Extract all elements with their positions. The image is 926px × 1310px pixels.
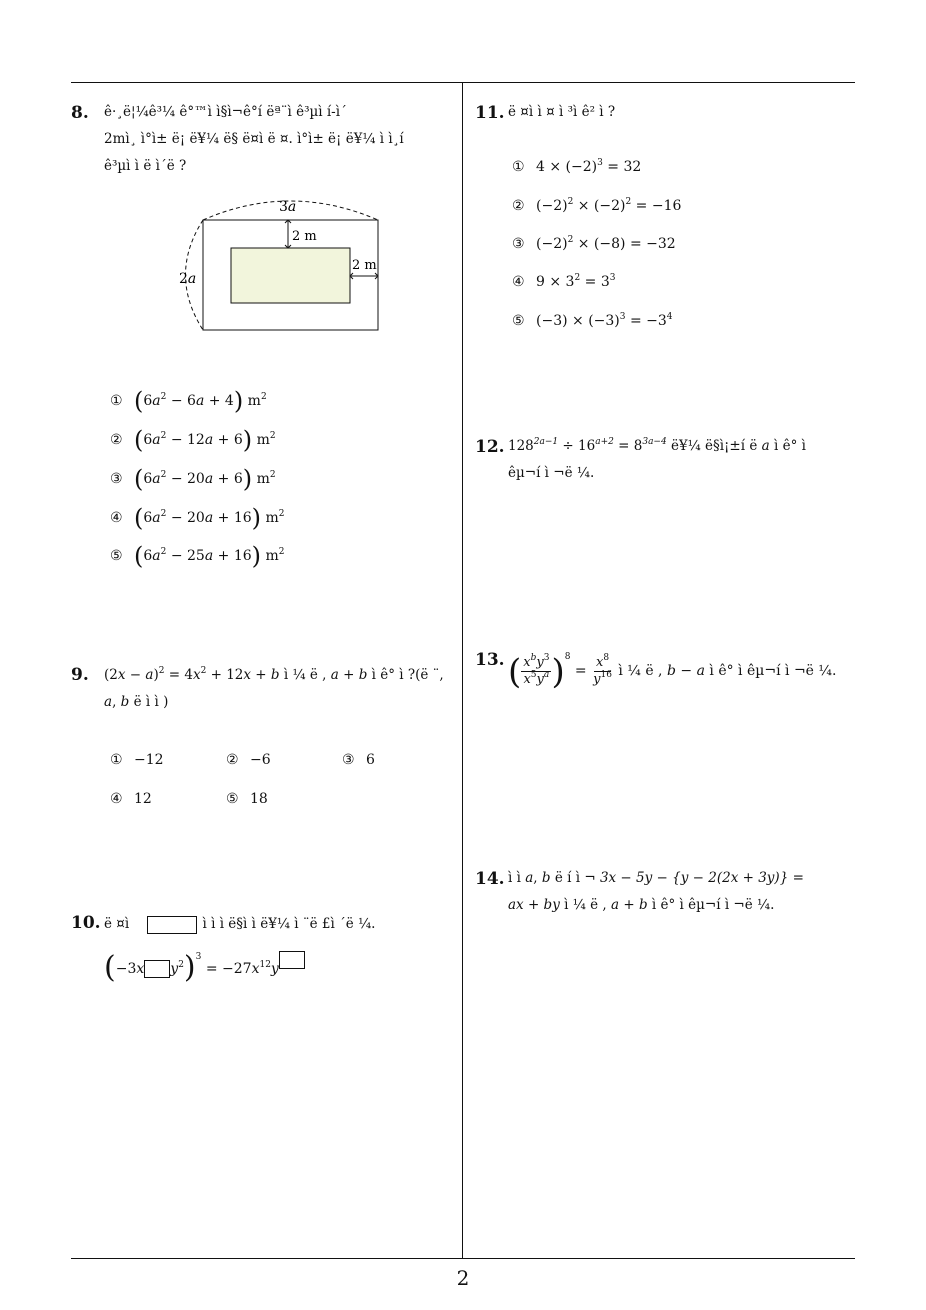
column-divider [462,82,463,1259]
q12-text [508,433,853,487]
q10-answer-box[interactable] [147,916,197,934]
q8-text [104,99,454,180]
q9-line-2: a, b ë ì ì ) [104,694,169,710]
q9-line-1: $(2x - a)^2 = 4x^2 + 12x + b$ ì ¼ ë , a + b ì ê° ì ?(ë ¨, [104,666,444,683]
q11-option-3[interactable]: ③ $(-2)^2 \times (-8) = -32$ [512,235,676,252]
q14-text [508,865,858,919]
q8-option-3[interactable]: ③ $(6a^2 - 20a + 6)$ $m^2$ [110,465,276,493]
top-rule [71,82,855,83]
q10-number: 10. [71,913,101,933]
q8-number: 8. [71,103,89,123]
q14-line-2: ax + by ì ¼ ë , a + b ì ê° ì êµ¬í ì ¬ë ¼. [508,897,775,913]
q14-line-1: ì ì a, b ë í ì ¬ 3x − 5y − {y − 2(2x + 3y)} = [508,870,804,886]
q10-blank-y-exponent[interactable] [279,951,305,969]
q9-option-3[interactable]: ③ 6 [342,752,375,768]
q13-equation: ( $\frac{x^by^3}{x^5y^a}$ )$^8$ = $\frac{x^8}{y^{16}}$ ì ¼ ë , b − a ì ê° ì êµ¬í ì ¬ë ¼. [508,652,837,692]
q9-option-2[interactable]: ② −6 [226,752,271,768]
q11-option-2[interactable]: ② $(-2)^2 \times (-2)^2 = -16$ [512,197,682,214]
q8-inner-rect [231,248,350,303]
q8-road-top-label: 2 m [292,229,317,244]
q9-option-4[interactable]: ④ 12 [110,791,152,807]
q9-option-5[interactable]: ⑤ 18 [226,791,268,807]
q11-option-4[interactable]: ④ $9 \times 3^2 = 3^3$ [512,273,616,290]
q14-number: 14. [475,869,505,889]
q8-option-1[interactable]: ① $(6a^2 - 6a + 4)$ $m^2$ [110,387,267,415]
q12-line-2: êµ¬í ì ¬ë ¼. [508,465,595,481]
q9-option-1[interactable]: ① −12 [110,752,164,768]
q11-option-1[interactable]: ① $4 \times (-2)^3 = 32$ [512,158,642,175]
page-number: 2 [456,1266,470,1290]
q10-text: ë ¤ì ì ì ì ë§ì ì ë¥¼ ì ¨ë £ì ´ë ¼. [104,916,376,932]
q12-line-1: $128^{2a-1} \div 16^{a+2} = 8^{3a-4}$ ë¥¼ ë§ì¡±í ë a ì ê° ì [508,437,806,454]
q8-option-2[interactable]: ② $(6a^2 - 12a + 6)$ $m^2$ [110,426,276,454]
q8-option-5[interactable]: ⑤ $(6a^2 - 25a + 16)$ $m^2$ [110,542,285,570]
q9-text [104,662,459,716]
q11-option-5[interactable]: ⑤ $(-3) \times (-3)^3 = -3^4$ [512,312,673,329]
q8-road-right-label: 2 m [352,258,377,273]
bottom-rule [71,1258,855,1259]
q8-top-label: 3a [279,199,297,215]
q8-figure [170,190,400,340]
q11-text: ë ¤ì ì ¤ ì ³ì ê² ì ? [508,104,616,120]
q10-equation: (−3x $y^2)^3 = -27x^{12}y$ [104,950,305,985]
q11-number: 11. [475,103,505,123]
q9-number: 9. [71,665,89,685]
q8-line-1: ê·¸ë¦¼ê³¼ ê°™ì ì§ì¬ê°í ëª¨ì ê³µì í-ì´ [104,104,347,120]
q12-number: 12. [475,437,505,457]
q13-number: 13. [475,650,505,670]
q8-line-3: ê³µì ì ë ì´ë ? [104,158,187,174]
q8-left-label: 2a [179,271,197,287]
q8-line-2: 2mì¸ ì°ì± ë¡ ë¥¼ ë§ ë¤ì ë ¤. ì°ì± ë¡ ë¥¼ ì ì¸í [104,131,404,147]
q8-option-4[interactable]: ④ $(6a^2 - 20a + 16)$ $m^2$ [110,504,285,532]
q10-blank-x-exponent[interactable] [144,960,170,978]
